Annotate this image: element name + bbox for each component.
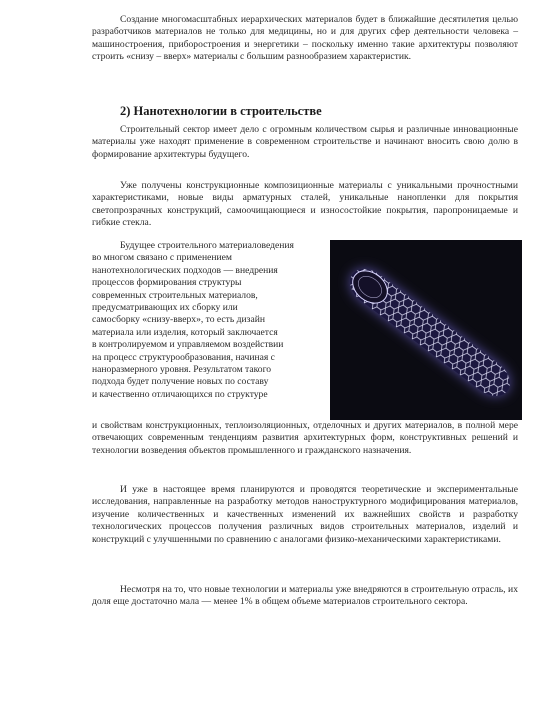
intro-paragraph: Создание многомасштабных иерархических материалов будет в ближайшие десятилетия целью разработчиков материалов не только для медицины, но и для других сфер деятельности человека – машиностроения, приборостроения и энергетики – поскольку именно такие архитектуры позволяют строить «снизу – вверх» материалы с большим разнообразием характеристик.: [92, 14, 518, 63]
text-line: Будущее строительного материаловедения: [120, 240, 294, 251]
section-heading: 2) Нанотехнологии в строительстве: [120, 104, 322, 118]
text-line: нанотехнологических подходов — внедрения: [92, 264, 278, 276]
paragraph-research: И уже в настоящее время планируются и проводятся теоретические и экспериментальные исследования, направленные на разработку методов наноструктурного модифицирования материалов, изучение количественных и качественных изменений их важнейших свойств и разработку технологических процессов получения различных видов строительных материалов, изделий и конструкций с улучшенными по сравнению с аналогами физико-механическими характеристиками.: [92, 484, 518, 545]
text-line: на процесс структурообразования, начиная с: [92, 351, 275, 363]
paragraph-market-share: Несмотря на то, что новые технологии и материалы уже внедряются в строительную отрасль, их доля еще достаточно мала — менее 1% в общем объеме материалов строительного сектора.: [92, 584, 518, 608]
text-line: во многом связано с применением: [92, 252, 232, 264]
text-line: в контролируемом и управляемом воздействии: [92, 339, 284, 351]
text-line: подхода будет получение новых по составу: [92, 376, 269, 388]
text-line: материала или изделия, который заключается: [92, 326, 278, 338]
text-line: современных строительных материалов,: [92, 289, 258, 301]
text-line: процессов формирования структуры: [92, 277, 242, 289]
paragraph-future-materials: [92, 240, 324, 401]
text-line: наноразмерного уровня. Результатом такого: [92, 364, 272, 376]
text-line: самосборку «снизу-вверх», то есть дизайн: [92, 314, 265, 326]
paragraph-future-materials-continued: и свойствам конструкционных, теплоизоляционных, отделочных и других материалов, в полной мере отвечающих современным тенденциям развития архитектурных форм, конструктивных решений и технологии возведения объектов промышленного и гражданского назначения.: [92, 420, 518, 456]
carbon-nanotube-icon: [330, 240, 522, 420]
text-line: предусматривающих их сборку или: [92, 302, 238, 314]
paragraph-composite-materials: Уже получены конструкционные композиционные материалы с уникальными прочностными характеристиками, новые виды арматурных сталей, уникальные нанопленки для покрытия светопрозрачных конструкций, самоочищающиеся и износостойкие покрытия, паропроницаемые и гибкие стекла.: [92, 180, 518, 229]
paragraph-construction-sector: Строительный сектор имеет дело с огромным количеством сырья и различные инновационные материалы уже находят применение в современном строительстве и начинают вносить свою долю в формирование архитектуры будущего.: [92, 124, 518, 160]
text-line: и качественно отличающихся по структуре: [92, 388, 268, 400]
